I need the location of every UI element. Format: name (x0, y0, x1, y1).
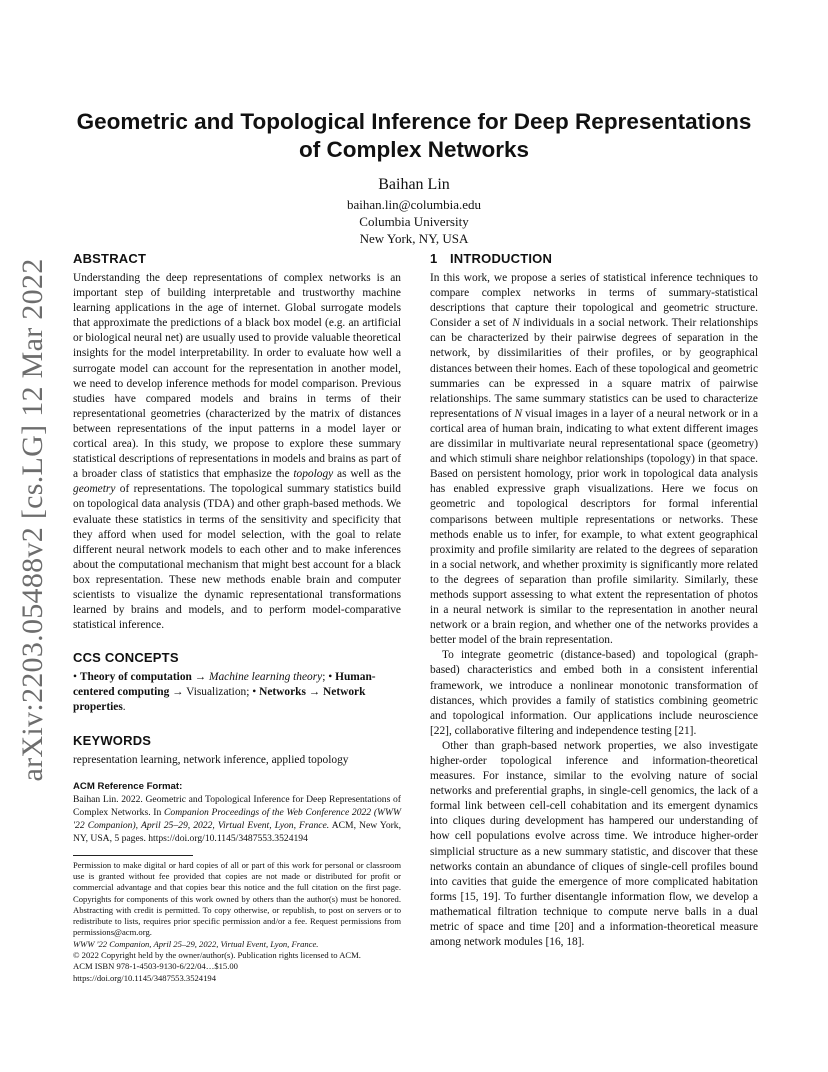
author-email[interactable]: baihan.lin@columbia.edu (347, 197, 481, 212)
author-affiliation: Columbia University (359, 214, 469, 229)
paper-title: Geometric and Topological Inference for Deep Representations of Complex Networks (76, 109, 752, 162)
intro-paragraph-3: Other than graph-based network properties, we also investigate higher-order topological inference and information-theoretical measures. For instance, similar to the evolving nature of social networks and preferential graphs, in single-cell genomics, the lack of a formal link between cell-cell cohabitation and its emergent dynamics into cliques during development has hampered our understanding of how cell populations evolve across time. We introduce higher-order simplicial structure as a new summary statistic, and discover that these networks contain an abundance of cliques of single-cell profiles bound into cavities that guide the emergence of more complicated habitation forms [15, 19]. To further disentangle information flow, we develop a mathematical filtration technique to compute nerve balls in a dual metric of space and time [20] and a information-theoretical measure among network modules [16, 18]. (430, 739, 758, 949)
intro-paragraph-2: To integrate geometric (distance-based) and topological (graph-based) characteristics and embed both in a consistent inferential framework, we introduce a nonlinear monotonic transformation of distances, which provides a family of statistics combining geometric and topological information. Our applications include neuroscience [22], collaborative filtering and independence testing [21]. (430, 649, 758, 737)
footnote-rule (73, 855, 193, 856)
abstract-text: Understanding the deep representations of complex networks is an important step of building interpretable and trustworthy machine learning applications in the age of internet. Global surrogate models that approximate the predictions of a black box model (e.g. an artificial or biological neural net) are usually used to provide valuable theoretical insights for the model interpretability. In order to evaluate how well a surrogate model can account for the representation in another model, we need to develop inference methods for model comparison. Previous studies have compared models and brains in terms of their representational geometries (characterized by the matrix of distances between representations of the input patterns in a model layer or cortical area). In this study, we propose to explore these summary statistical descriptions of representations in models and brains as part of a broader class of statistics that emphasize the topology as well as the geometry of representations. The topological summary statistics build on topological data analysis (TDA) and other graph-based methods. We evaluate these statistics in terms of the sensitivity and specificity that they afford when used for model selection, with the goal to relate different neural network models to each other and to make inferences about the computational mechanism that might best account for a black box representation. These new methods enable brain and computer scientists to visualize the dynamic representational transformations learned by brains and models, and to perform model-comparative statistical inference. (73, 272, 401, 632)
author-location: New York, NY, USA (359, 231, 469, 246)
permission-notice: Permission to make digital or hard copies of all or part of this work for personal or classroom use is granted without fee provided that copies are not made or distributed for profit or commercial advantage and that copies bear this notice and the full citation on the first page. Copyrights for components of this work owned by others than the author(s) must be honored. Abstracting with credit is permitted. To copy otherwise, or republish, to post on servers or to redistribute to lists, requires prior specific permission and/or a fee. Request permissions from permissions@acm.org. WWW '22 Companion, April 25–29, 2022, Virtual Event, Lyon, France. © 2022 Copyright held by the owner/author(s). Publication rights licensed to ACM. ACM ISBN 978-1-4503-9130-6/22/04…$15.00 https://doi.org/10.1145/3487553.3524194 (73, 859, 401, 983)
arxiv-sidebar (10, 0, 56, 1072)
keywords-heading: KEYWORDS (73, 732, 152, 748)
ccs-section (73, 649, 401, 715)
ccs-concepts: • Theory of computation → Machine learning theory; • Human-centered computing → Visualization; • Networks → Network properties. (73, 671, 376, 714)
introduction-heading: 1 INTRODUCTION (430, 251, 553, 266)
abstract-heading: ABSTRACT (73, 251, 147, 266)
left-column (73, 250, 401, 984)
intro-paragraph-1: In this work, we propose a series of statistical inference techniques to compare complex networks in terms of summary-statistical descriptions that capture their topological and geometric structure. Consider a set of N individuals in a social network. Their relationships can be characterized by their pairwise degrees of separation in the network, by dissimilarities of their profiles, or by geographical distances between their homes. Each of these topological and geometric summaries can be expressed in a square matrix of pairwise relationships. The same summary statistics can be used to characterize representations of N visual images in a layer of a neural network or in a cortical area of human brain, indicating to what extent different images are dissimilar in multivariate neural representational space (geometry) and which stimuli share neighbor relationships (topology) in that space. Based on persistent homology, prior work in topological data analysis has enabled expressive graph visualizations. Here we focus on geometric and topological descriptors for formal inferential comparisons between multiple representations or networks. These methods enable us to infer, for example, to what extent geographical proximity and profile similarity are related to the degrees of separation in a social network, and whether proximity is significantly more related to the degrees of separation than profile similarity. Similarly, these methods support assessing to what extent the representation of photos in a neural network is similar to the representation in another neural network or a brain region, and whether one of the networks provides a better model of the brain representation. (430, 272, 758, 647)
reference-format-label: ACM Reference Format: (73, 780, 183, 792)
author-block (214, 174, 614, 247)
keywords-section (73, 732, 401, 768)
ccs-heading: CCS CONCEPTS (73, 650, 179, 666)
right-column (430, 250, 758, 950)
keywords-text: representation learning, network inference, applied topology (73, 753, 349, 766)
author-name: Baihan Lin (378, 176, 450, 193)
reference-format-text: Baihan Lin. 2022. Geometric and Topological Inference for Deep Representations of Complex Networks. In Companion Proceedings of the Web Conference 2022 (WWW '22 Companion), April 25–29, 2022, Virtual Event, Lyon, France. ACM, New York, NY, USA, 5 pages. https://doi.org/10.1145/3487553.3524194 (73, 793, 402, 844)
arxiv-identifier: arXiv:2203.05488v2 [cs.LG] 12 Mar 2022 (16, 258, 49, 782)
doi-link[interactable]: https://doi.org/10.1145/3487553.3524194 (73, 972, 216, 983)
